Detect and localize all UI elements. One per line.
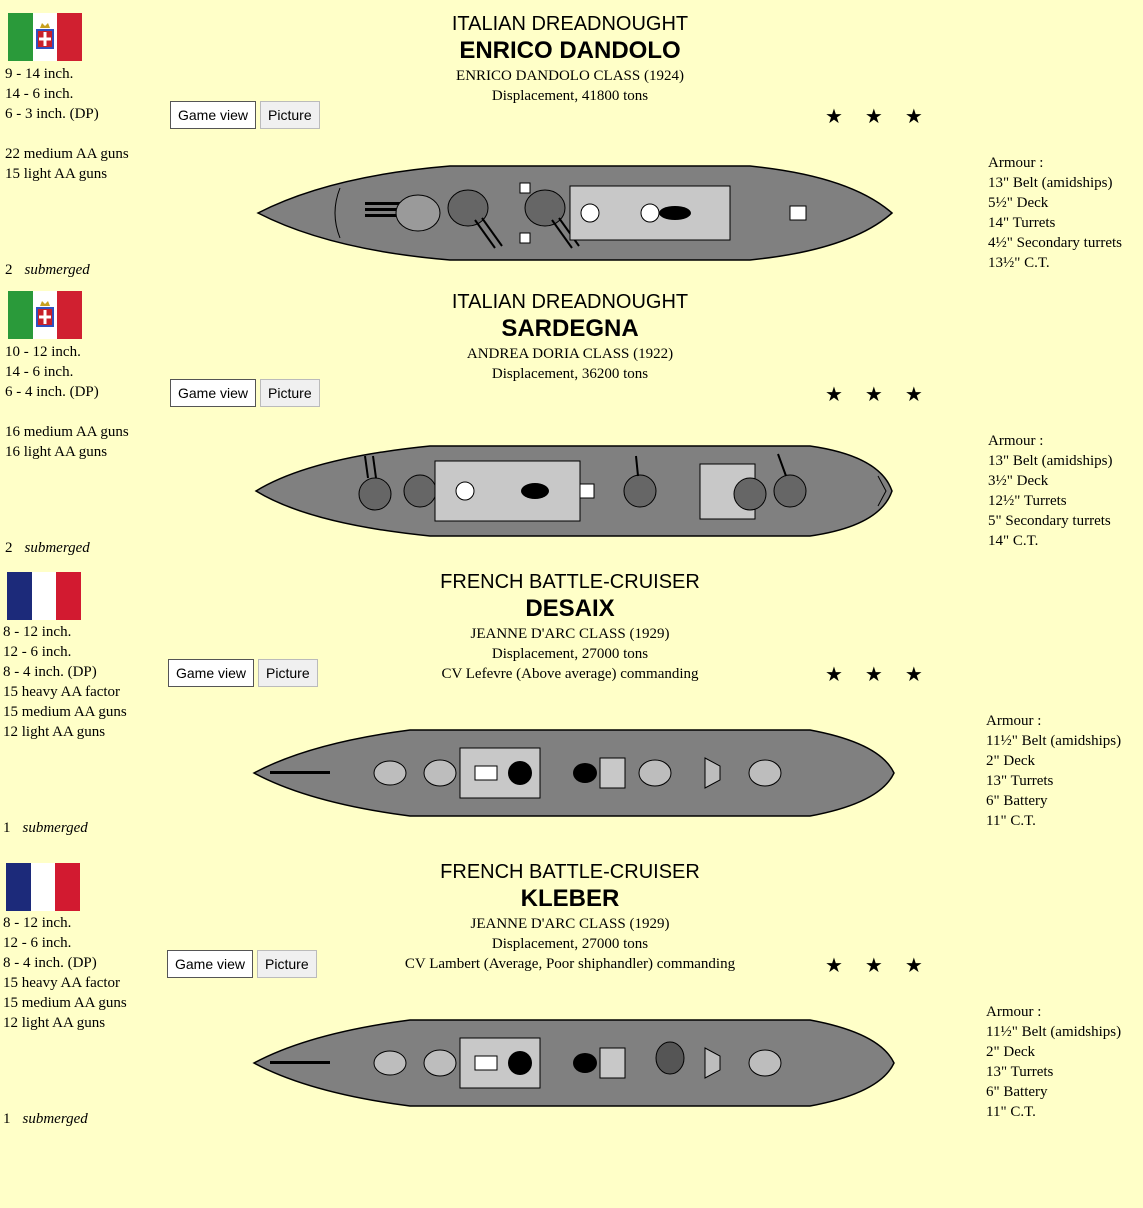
ship-class: ENRICO DANDOLO CLASS (1924) (456, 68, 684, 84)
weapons-list (5, 342, 129, 462)
armour-title: Armour : (988, 433, 1044, 449)
ship-header (330, 290, 810, 384)
damage-status: 2 submerged (5, 540, 90, 556)
ship-name: DESAIX (525, 595, 615, 622)
aa-line: 12 light AA guns (3, 724, 106, 740)
rating-stars: ★★★ (825, 384, 945, 406)
picture-button[interactable]: Picture (260, 379, 320, 407)
ship-top-view (250, 436, 900, 546)
ship-class: JEANNE D'ARC CLASS (1929) (470, 626, 670, 642)
armour-title: Armour : (986, 713, 1042, 729)
ship-class: ANDREA DORIA CLASS (1922) (466, 346, 674, 362)
armour-list: Armour : 13" Belt (amidships) 5½" Deck 14" Turrets 4½" Secondary turrets 13½" C.T. (988, 155, 1123, 271)
ship-displacement: Displacement, 36200 tons (491, 366, 649, 382)
weapon-line: 8 - 4 inch. (DP) (3, 955, 97, 971)
picture-button[interactable]: Picture (257, 950, 317, 978)
ship-header (330, 12, 810, 106)
picture-button[interactable]: Picture (260, 101, 320, 129)
ship-name: KLEBER (520, 885, 620, 912)
aa-line: 16 medium AA guns (5, 424, 129, 440)
ship-entry (0, 278, 1143, 558)
ship-entry (0, 0, 1143, 280)
weapon-line: 8 - 12 inch. (3, 624, 72, 640)
game-view-button[interactable]: Game view (168, 659, 254, 687)
game-view-button[interactable]: Game view (170, 101, 256, 129)
weapon-line: 6 - 4 inch. (DP) (5, 384, 99, 400)
game-view-button[interactable]: Game view (167, 950, 253, 978)
weapon-line: 10 - 12 inch. (5, 344, 81, 360)
armour-title: Armour : (988, 155, 1044, 171)
damage-status: 1 submerged (3, 1111, 88, 1127)
weapons-list (5, 64, 129, 184)
ship-entry (0, 558, 1143, 848)
weapons-list (3, 913, 127, 1033)
view-buttons (167, 950, 317, 978)
aa-line: 15 light AA guns (5, 166, 108, 182)
ship-commander: CV Lambert (Average, Poor shiphandler) commanding (404, 956, 736, 972)
ship-header (330, 860, 810, 974)
game-view-button[interactable]: Game view (170, 379, 256, 407)
ship-header (330, 570, 810, 684)
ship-class: JEANNE D'ARC CLASS (1929) (470, 916, 670, 932)
weapons-list (3, 622, 127, 742)
ship-type: ITALIAN DREADNOUGHT (451, 13, 689, 35)
aa-line: 16 light AA guns (5, 444, 108, 460)
ship-displacement: Displacement, 41800 tons (491, 88, 649, 104)
ship-top-view (250, 158, 900, 268)
france-flag-icon (7, 572, 81, 620)
weapon-line: 9 - 14 inch. (5, 66, 74, 82)
ship-top-view (250, 1008, 900, 1118)
weapon-line: 12 - 6 inch. (3, 935, 72, 951)
armour-list: Armour : 11½" Belt (amidships) 2" Deck 13" Turrets 6" Battery 11" C.T. (986, 713, 1122, 829)
aa-line: 15 medium AA guns (3, 704, 127, 720)
damage-status: 2 submerged (5, 262, 90, 278)
weapon-line: 14 - 6 inch. (5, 86, 74, 102)
rating-stars: ★★★ (825, 955, 945, 977)
aa-line: 12 light AA guns (3, 1015, 106, 1031)
armour-list: Armour : 11½" Belt (amidships) 2" Deck 13" Turrets 6" Battery 11" C.T. (986, 1004, 1122, 1120)
rating-stars: ★★★ (825, 106, 945, 128)
weapon-line: 8 - 4 inch. (DP) (3, 664, 97, 680)
rating-stars: ★★★ (825, 664, 945, 686)
italy-flag-icon (8, 291, 82, 339)
france-flag-icon (6, 863, 80, 911)
aa-line: 15 medium AA guns (3, 995, 127, 1011)
damage-status: 1 submerged (3, 820, 88, 836)
ship-displacement: Displacement, 27000 tons (491, 646, 649, 662)
ship-entry (0, 848, 1143, 1148)
weapon-line: 15 heavy AA factor (3, 684, 121, 700)
weapon-line: 15 heavy AA factor (3, 975, 121, 991)
ship-type: ITALIAN DREADNOUGHT (451, 291, 689, 313)
view-buttons (170, 379, 320, 407)
aa-line: 22 medium AA guns (5, 146, 129, 162)
weapon-line: 8 - 12 inch. (3, 915, 72, 931)
view-buttons (168, 659, 318, 687)
ship-name: ENRICO DANDOLO (459, 37, 681, 64)
weapon-line: 14 - 6 inch. (5, 364, 74, 380)
armour-title: Armour : (986, 1004, 1042, 1020)
armour-list: Armour : 13" Belt (amidships) 3½" Deck 12½" Turrets 5" Secondary turrets 14" C.T. (988, 433, 1113, 549)
weapon-line: 6 - 3 inch. (DP) (5, 106, 99, 122)
ship-top-view (250, 718, 900, 828)
ship-type: FRENCH BATTLE-CRUISER (440, 571, 700, 593)
view-buttons (170, 101, 320, 129)
ship-displacement: Displacement, 27000 tons (491, 936, 649, 952)
picture-button[interactable]: Picture (258, 659, 318, 687)
ship-commander: CV Lefevre (Above average) commanding (441, 666, 699, 682)
ship-type: FRENCH BATTLE-CRUISER (440, 861, 700, 883)
ship-name: SARDEGNA (501, 315, 639, 342)
italy-flag-icon (8, 13, 82, 61)
weapon-line: 12 - 6 inch. (3, 644, 72, 660)
